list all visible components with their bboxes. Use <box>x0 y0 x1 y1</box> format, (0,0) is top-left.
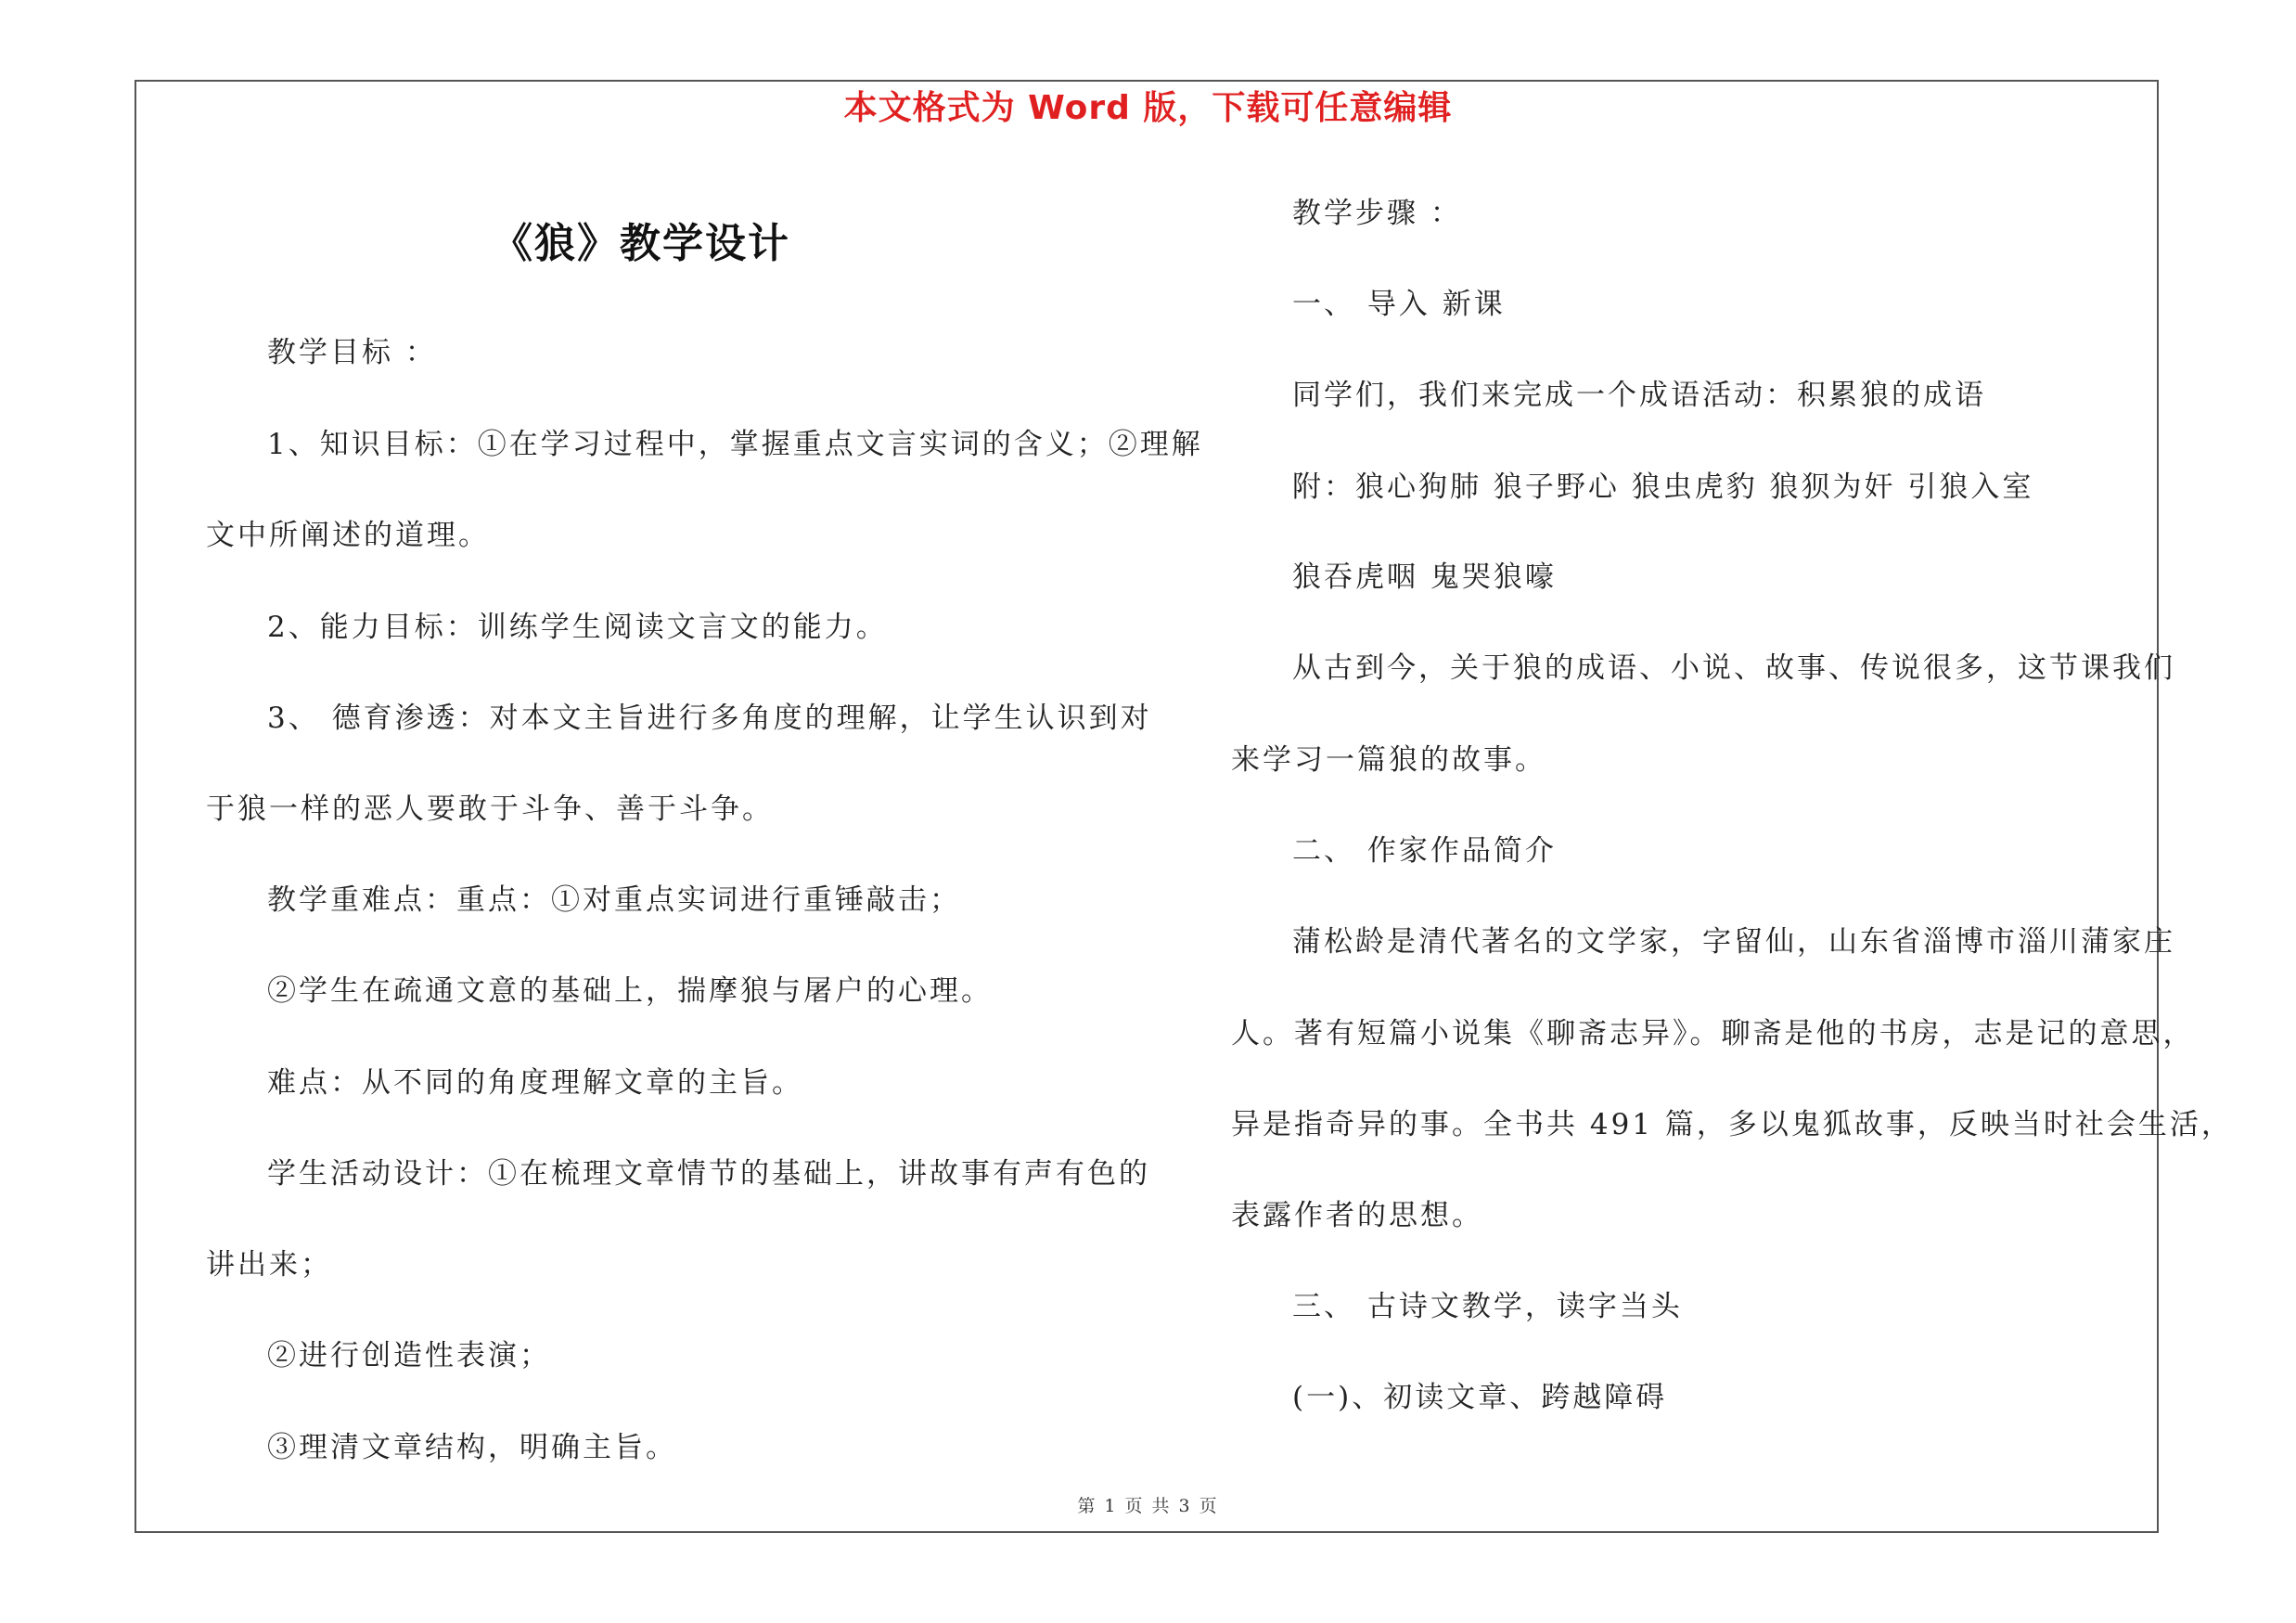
right-line-11: 异是指奇异的事。全书共 491 篇，多以鬼狐故事，反映当时社会生活， <box>1231 1108 2233 1141</box>
left-line-10: 学生活动设计：①在梳理文章情节的基础上，讲故事有声有色的 <box>267 1157 1150 1191</box>
left-line-9: 难点：从不同的角度理解文章的主旨。 <box>267 1066 803 1100</box>
right-line-5: 狼吞虎咽 鬼哭狼嚎 <box>1292 560 1557 594</box>
left-line-5: 3、 德育渗透：对本文主旨进行多角度的理解，让学生认识到对 <box>267 702 1152 735</box>
right-line-2: 一、 导入 新课 <box>1292 288 1506 321</box>
left-line-6: 于狼一样的恶人要敢于斗争、善于斗争。 <box>206 792 774 826</box>
left-line-7: 教学重难点：重点：①对重点实词进行重锤敲击； <box>267 883 961 917</box>
right-line-12: 表露作者的思想。 <box>1231 1199 1483 1232</box>
right-line-1: 教学步骤 ： <box>1292 197 1462 230</box>
right-line-3: 同学们，我们来完成一个成语活动：积累狼的成语 <box>1292 379 1986 412</box>
left-line-1: 教学目标 ： <box>267 336 437 369</box>
left-line-3: 文中所阐述的道理。 <box>206 519 490 552</box>
format-banner: 本文格式为 Word 版，下载可任意编辑 <box>843 89 1453 127</box>
left-line-8: ②学生在疏通文意的基础上，揣摩狼与屠户的心理。 <box>267 974 993 1008</box>
right-line-4: 附：狼心狗肺 狼子野心 狼虫虎豹 狼狈为奸 引狼入室 <box>1292 470 2034 504</box>
right-line-9: 蒲松龄是清代著名的文学家，字留仙，山东省淄博市淄川蒲家庄 <box>1292 925 2175 959</box>
right-line-14: (一)、初读文章、跨越障碍 <box>1292 1381 1668 1414</box>
left-line-4: 2、能力目标：训练学生阅读文言文的能力。 <box>267 611 888 644</box>
right-line-8: 二、 作家作品简介 <box>1292 834 1557 868</box>
document-title: 《狼》教学设计 <box>492 220 790 267</box>
right-line-6: 从古到今，关于狼的成语、小说、故事、传说很多，这节课我们 <box>1292 651 2175 685</box>
right-line-10: 人。著有短篇小说集《聊斋志异》。聊斋是他的书房，志是记的意思， <box>1231 1017 2195 1050</box>
left-line-11: 讲出来； <box>206 1248 332 1282</box>
right-line-7: 来学习一篇狼的故事。 <box>1231 743 1546 777</box>
left-line-2: 1、知识目标：①在学习过程中，掌握重点文言实词的含义；②理解 <box>267 428 1203 461</box>
left-line-12: ②进行创造性表演； <box>267 1339 551 1372</box>
left-line-13: ③理清文章结构，明确主旨。 <box>267 1431 677 1464</box>
page-number-footer: 第 1 页 共 3 页 <box>1077 1496 1219 1516</box>
right-line-13: 三、 古诗文教学，读字当头 <box>1292 1290 1683 1323</box>
